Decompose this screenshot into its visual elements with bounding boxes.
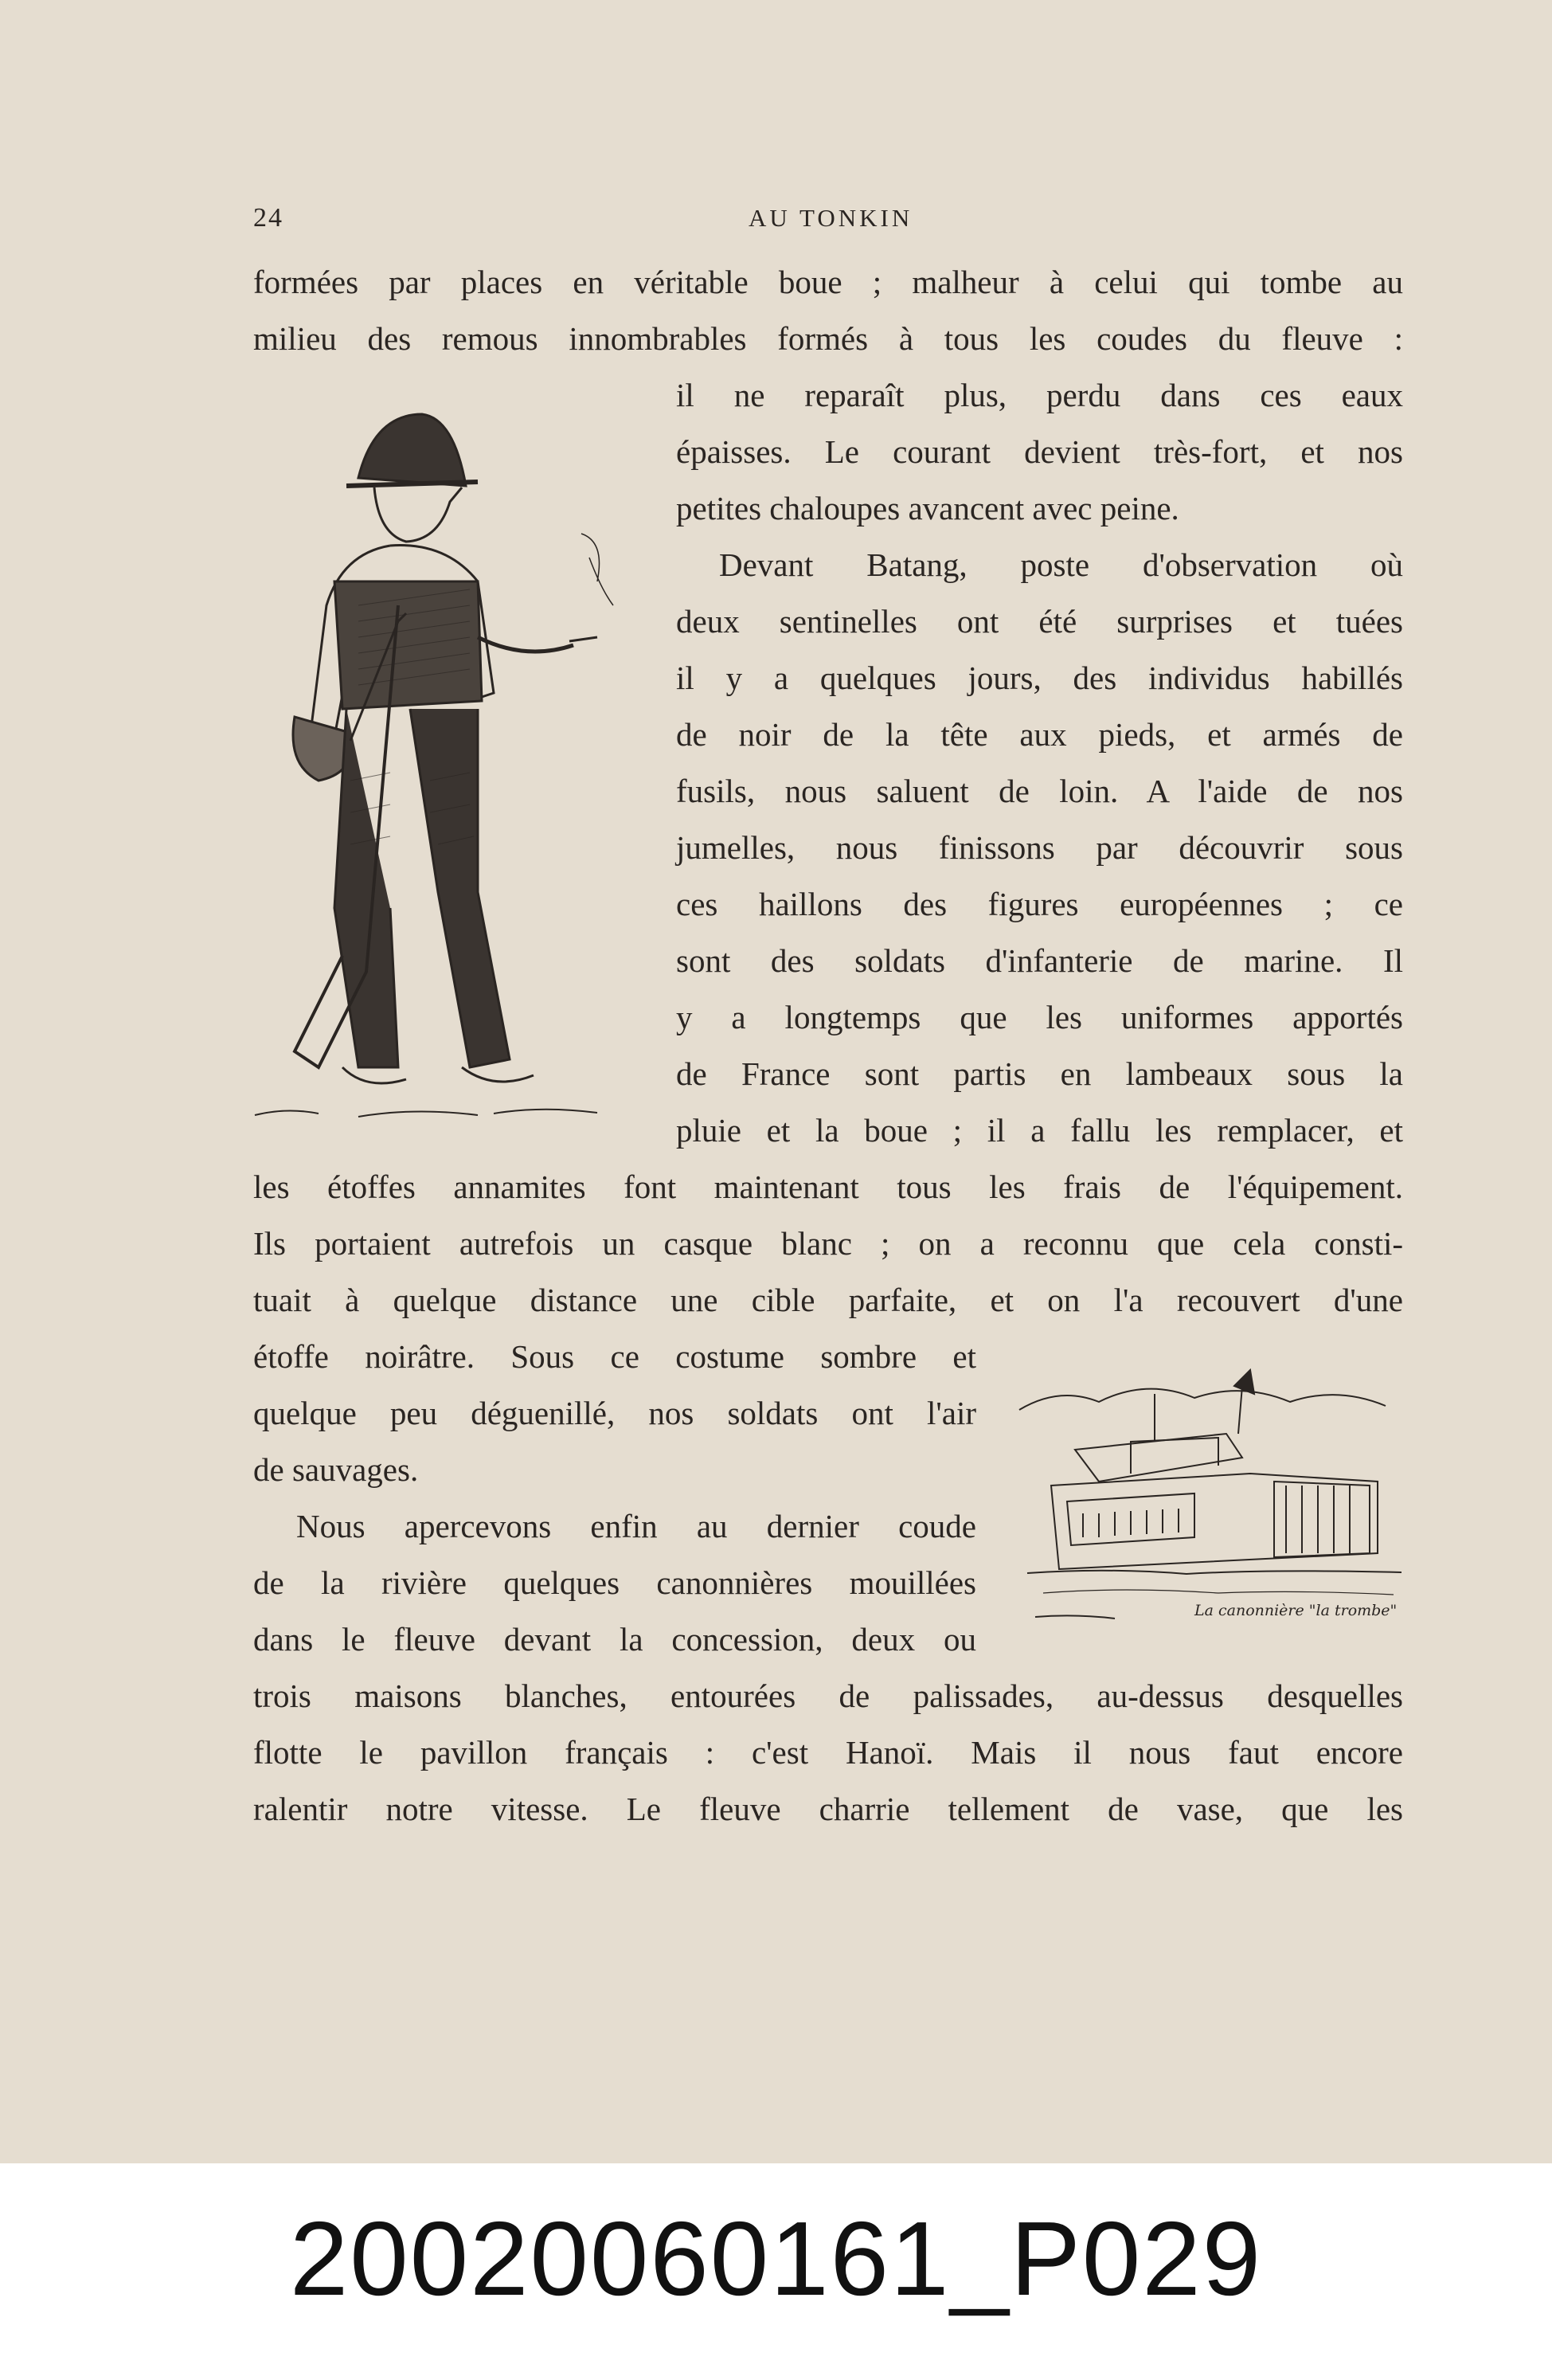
illustration-caption: La canonnière "la trombe" [1194, 1602, 1398, 1619]
text-line: dans le fleuve devant la concession, deux ou [253, 1621, 976, 1658]
text-line: les étoffes annamites font maintenant tous les frais de l'équipement. [253, 1168, 1403, 1205]
soldier-illustration [239, 398, 669, 1131]
text-line: jumelles, nous finissons par découvrir sous [676, 829, 1403, 866]
text-line: petites chaloupes avancent avec peine. [676, 490, 1179, 526]
text-line: ces haillons des figures européennes ; ce [676, 886, 1403, 922]
archive-identifier: 20020060161_P029 [289, 2200, 1263, 2317]
text-line: y a longtemps que les uniformes apportés [676, 999, 1403, 1035]
text-line: tuait à quelque distance une cible parfaite, et on l'a recouvert d'une [253, 1282, 1403, 1318]
text-line: il y a quelques jours, des individus habillés [676, 660, 1403, 696]
text-line: de sauvages. [253, 1451, 419, 1488]
text-line: de noir de la tête aux pieds, et armés de [676, 716, 1403, 753]
text-line: trois maisons blanches, entourées de palissades, au-dessus desquelles [253, 1677, 1403, 1714]
running-head: AU TONKIN [749, 204, 913, 232]
text-line: quelque peu déguenillé, nos soldats ont l'air [253, 1395, 976, 1431]
text-line: formées par places en véritable boue ; malheur à celui qui tombe au [253, 264, 1403, 300]
text-line: de la rivière quelques canonnières mouillées [253, 1564, 976, 1601]
text-line: étoffe noirâtre. Sous ce costume sombre et [253, 1338, 976, 1375]
text-line: Nous apercevons enfin au dernier coude [296, 1508, 976, 1544]
text-line: flotte le pavillon français : c'est Hanoï. Mais il nous faut encore [253, 1734, 1403, 1771]
text-line: Devant Batang, poste d'observation où [719, 546, 1403, 583]
text-line: ralentir notre vitesse. Le fleuve charrie tellement de vase, que les [253, 1791, 1403, 1827]
page-number: 24 [253, 203, 283, 233]
text-line: milieu des remous innombrables formés à tous les coudes du fleuve : [253, 320, 1403, 357]
text-line: épaisses. Le courant devient très-fort, et nos [676, 433, 1403, 470]
text-line: fusils, nous saluent de loin. A l'aide de nos [676, 773, 1403, 809]
text-line: sont des soldats d'infanterie de marine. Il [676, 942, 1403, 979]
text-line: de France sont partis en lambeaux sous la [676, 1055, 1403, 1092]
text-line: Ils portaient autrefois un casque blanc ; on a reconnu que cela consti- [253, 1225, 1403, 1262]
text-line: il ne reparaît plus, perdu dans ces eaux [676, 377, 1403, 413]
text-line: deux sentinelles ont été surprises et tuées [676, 603, 1403, 640]
text-line: pluie et la boue ; il a fallu les remplacer, et [676, 1112, 1403, 1149]
